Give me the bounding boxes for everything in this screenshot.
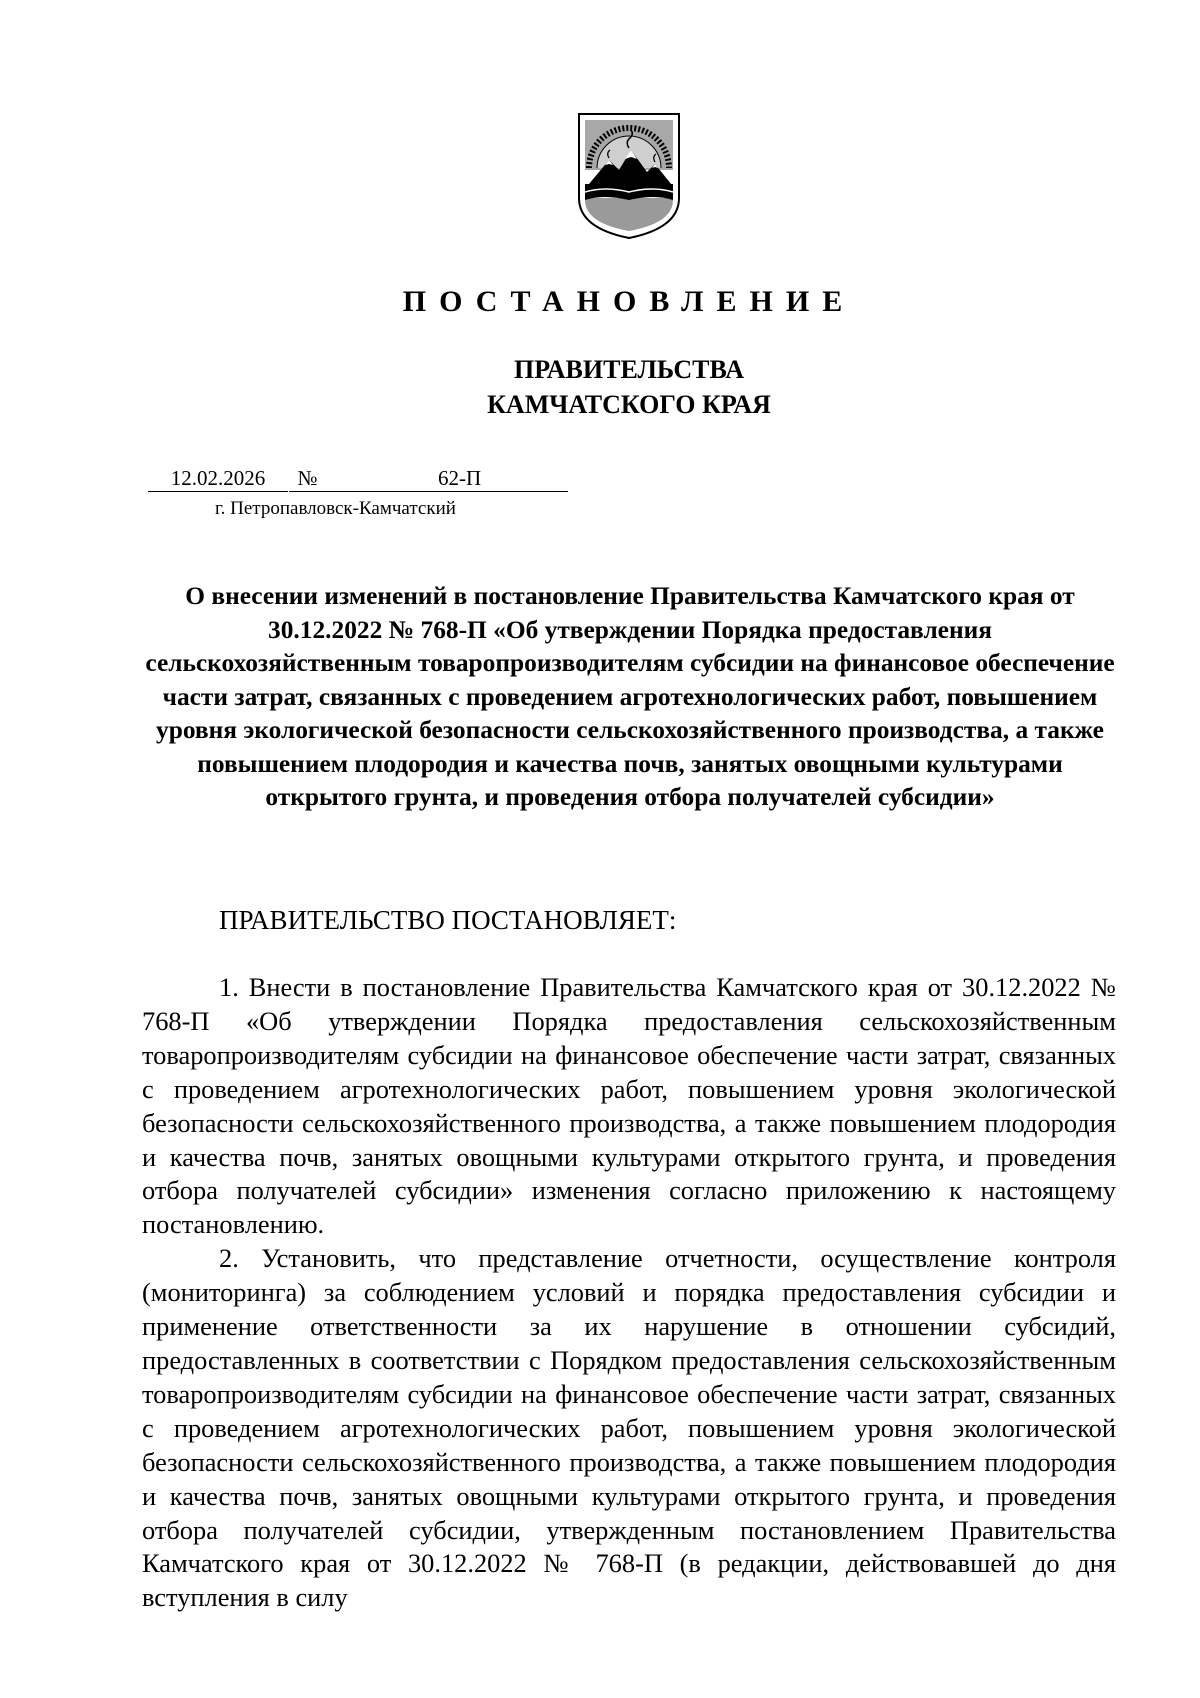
document-type-heading: ПОСТАНОВЛЕНИЕ: [402, 285, 856, 318]
decree-number: 62-П: [438, 466, 482, 490]
decree-number-field: [326, 465, 568, 492]
decree-number-label: №: [289, 465, 326, 492]
body-paragraph: 1. Внести в постановление Правительства Камчатского края от 30.12.2022 № 768-П «Об утверждении Порядка предоставления сельскохозяйственным товаропроизводителям субсидии на финансовое обеспечение части затрат, связанных с проведением агротехнологических работ, повышением уровня экологической безопасности сельскохозяйственного производства, а также повышением плодородия и качества почв, занятых овощными культурами открытого грунта, и проведения отбора получателей субсидии» изменения согласно приложению к настоящему постановлению.: [142, 972, 1116, 1240]
decree-date: 12.02.2026: [148, 465, 288, 492]
kamchatka-coat-of-arms-icon: [575, 110, 683, 240]
city-line: г. Петропавловск-Камчатский: [215, 498, 456, 519]
issuer-line-2: КАМЧАТСКОГО КРАЯ: [487, 390, 771, 419]
decree-subject: О внесении изменений в постановление Правительства Камчатского края от 30.12.2022 № 768-П «Об утверждении Порядка предоставления сельскохозяйственным товаропроизводителям субсидии на финансовое обеспечение части затрат, связанных с проведением агротехнологических работ, повышением уровня экологической безопасности сельскохозяйственного производства, а также повышением плодородия и качества почв, занятых овощными культурами открытого грунта, и проведения отбора получателей субсидии»: [145, 582, 1115, 811]
issuer-line-1: ПРАВИТЕЛЬСТВА: [514, 355, 744, 384]
issuer-heading: [0, 352, 1200, 422]
decree-lead: ПРАВИТЕЛЬСТВО ПОСТАНОВЛЯЕТ:: [219, 905, 677, 935]
body-paragraph: 2. Установить, что представление отчетности, осуществление контроля (мониторинга) за соблюдением условий и порядка предоставления субсидии и применение ответственности за их нарушение в отношении субсидий, предоставленных в соответствии с Порядком предоставления сельскохозяйственным товаропроизводителям субсидии на финансовое обеспечение части затрат, связанных с проведением агротехнологических работ, повышением уровня экологической безопасности сельскохозяйственного производства, а также повышением плодородия и качества почв, занятых овощными культурами открытого грунта, и проведения отбора получателей субсидии, утвержденным постановлением Правительства Камчатского края от 30.12.2022 № 768-П (в редакции, действовавшей до дня вступления в силу: [142, 1243, 1116, 1613]
decree-body: [142, 971, 1116, 1615]
